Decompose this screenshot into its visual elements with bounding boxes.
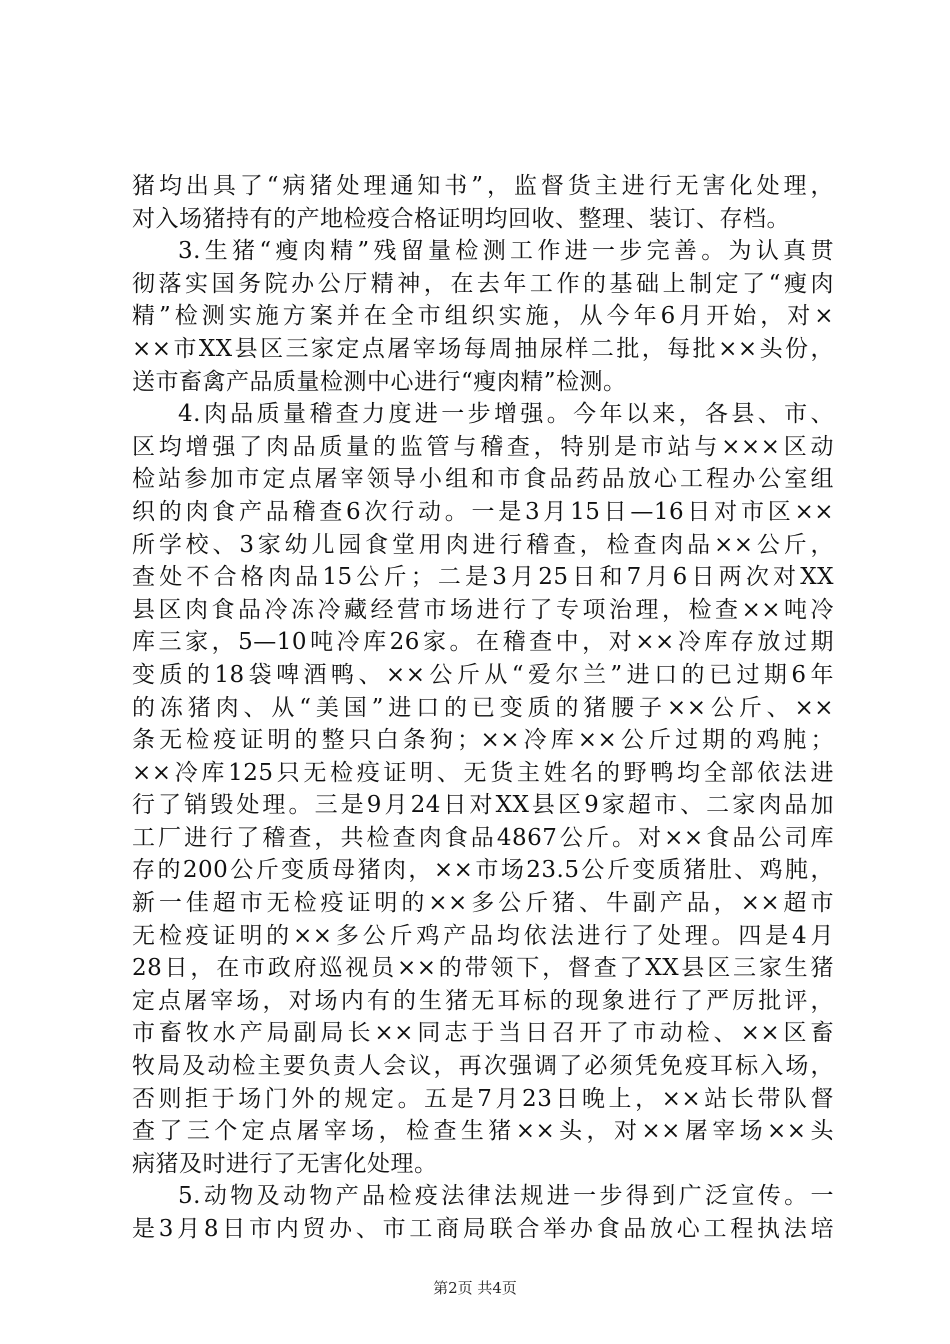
text-line: 定点屠宰场，对场内有的生猪无耳标的现象进行了严厉批评， bbox=[132, 987, 834, 1014]
text-line: 是3月8日市内贸办、市工商局联合举办食品放心工程执法培 bbox=[132, 1216, 834, 1242]
text-line: 猪均出具了“病猪处理通知书”，监督货主进行无害化处理， bbox=[132, 173, 834, 199]
text-line: 对入场猪持有的产地检疫合格证明均回收、整理、装订、存档。 bbox=[132, 205, 790, 232]
text-line: 变质的18袋啤酒鸭、××公斤从“爱尔兰”进口的已过期6年 bbox=[132, 661, 834, 688]
text-line: 3.生猪“瘦肉精”残留量检测工作进一步完善。为认真贯 bbox=[178, 238, 834, 265]
text-line: 所学校、3家幼儿园食堂用肉进行稽查，检查肉品××公斤， bbox=[132, 531, 834, 558]
text-line: 区均增强了肉品质量的监管与稽查，特别是市站与×××区动 bbox=[132, 433, 834, 460]
text-line: 5.动物及动物产品检疫法律法规进一步得到广泛宣传。一 bbox=[178, 1183, 834, 1210]
text-line: 牧局及动检主要负责人会议，再次强调了必须凭免疫耳标入场， bbox=[132, 1053, 834, 1080]
text-line: 送市畜禽产品质量检测中心进行“瘦肉精”检测。 bbox=[132, 368, 627, 395]
text-line: 库三家，5—10吨冷库26家。在稽查中，对××冷库存放过期 bbox=[132, 629, 834, 656]
text-line: 查了三个定点屠宰场，检查生猪××头，对××屠宰场××头 bbox=[132, 1118, 834, 1145]
text-line: 彻落实国务院办公厅精神，在去年工作的基础上制定了“瘦肉 bbox=[132, 270, 834, 297]
text-line: 否则拒于场门外的规定。五是7月23日晚上，××站长带队督 bbox=[132, 1085, 834, 1112]
document-body bbox=[132, 170, 834, 1246]
text-line: 行了销毁处理。三是9月24日对XX县区9家超市、二家肉品加 bbox=[132, 792, 834, 819]
text-line: 无检疫证明的××多公斤鸡产品均依法进行了处理。四是4月 bbox=[132, 922, 834, 949]
text-line: 28日，在市政府巡视员××的带领下，督查了XX县区三家生猪 bbox=[132, 955, 834, 982]
text-line: 存的200公斤变质母猪肉，××市场23.5公斤变质猪肚、鸡肫， bbox=[132, 857, 834, 884]
page-number-footer: 第2页 共4页 bbox=[433, 1279, 517, 1297]
text-line: ××冷库125只无检疫证明、无货主姓名的野鸭均全部依法进 bbox=[132, 759, 834, 786]
text-line: 检站参加市定点屠宰领导小组和市食品药品放心工程办公室组 bbox=[132, 466, 834, 493]
text-line: ××市XX县区三家定点屠宰场每周抽尿样二批，每批××头份， bbox=[132, 335, 834, 362]
text-line: 4.肉品质量稽查力度进一步增强。今年以来，各县、市、 bbox=[178, 401, 834, 428]
text-line: 市畜牧水产局副局长××同志于当日召开了市动检、××区畜 bbox=[132, 1020, 834, 1047]
text-line: 新一佳超市无检疫证明的××多公斤猪、牛副产品，××超市 bbox=[132, 890, 834, 917]
text-line: 病猪及时进行了无害化处理。 bbox=[132, 1150, 438, 1177]
text-line: 查处不合格肉品15公斤；二是3月25日和7月6日两次对XX bbox=[132, 564, 834, 591]
text-line: 工厂进行了稽查，共检查肉食品4867公斤。对××食品公司库 bbox=[132, 824, 834, 851]
text-line: 县区肉食品冷冻冷藏经营市场进行了专项治理，检查××吨冷 bbox=[132, 596, 834, 623]
text-line: 织的肉食产品稽查6次行动。一是3月15日—16日对市区×× bbox=[132, 498, 834, 525]
text-line: 精”检测实施方案并在全市组织实施，从今年6月开始，对× bbox=[132, 303, 834, 330]
text-line: 条无检疫证明的整只白条狗；××冷库××公斤过期的鸡肫； bbox=[132, 727, 834, 754]
text-line: 的冻猪肉、从“美国”进口的已变质的猪腰子××公斤、×× bbox=[132, 694, 834, 721]
